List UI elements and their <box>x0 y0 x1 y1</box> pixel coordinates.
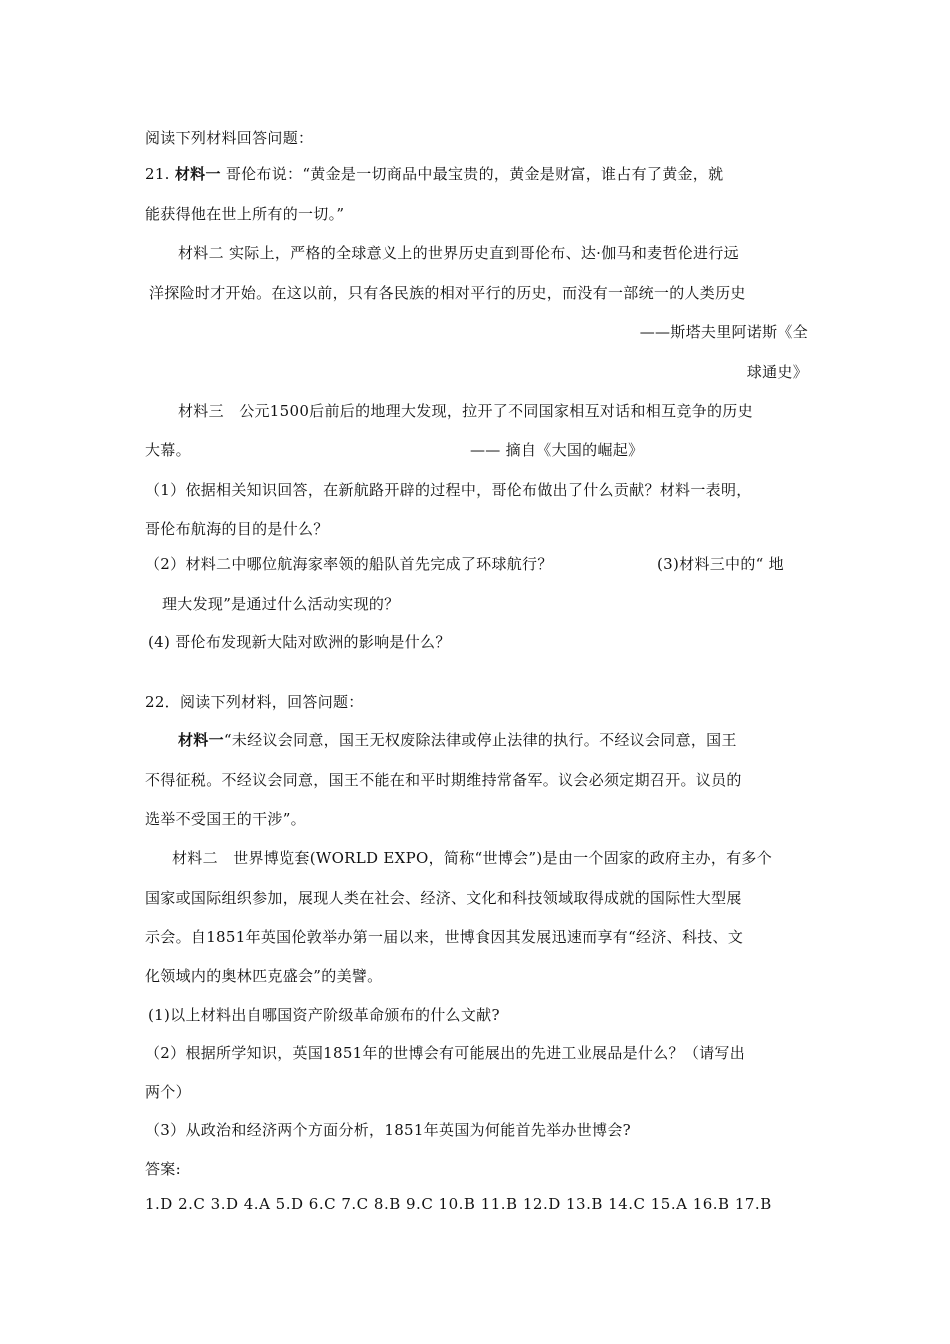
q22-material-2-line-3: 示会。自1851年英国伦敦举办第一届以来，世博食因其发展迅速而享有“经济、科技、文 <box>145 928 744 946</box>
q21-material-1-label: 材料一 <box>174 165 221 183</box>
answers-list: 1.D 2.C 3.D 4.A 5.D 6.C 7.C 8.B 9.C 10.B 11.B 12.D 13.B 14.C 15.A 16.B 17.B <box>145 1195 772 1213</box>
q21-question-1-line-1: （1）依据相关知识回答，在新航路开辟的过程中，哥伦布做出了什么贡献？材料一表明， <box>145 481 752 499</box>
q22-material-2-line-4: 化领域内的奥林匹克盛会”的美譬。 <box>145 967 383 985</box>
q21-material-3-line-1: 材料三 公元1500后前后的地理大发现，拉开了不同国家相互对话和相互竞争的历史 <box>178 402 753 420</box>
q21-material-1-line-2: 能获得他在世上所有的一切。” <box>145 205 345 223</box>
q22-material-1-line-2: 不得征税。不经议会同意，国王不能在和平时期维持常备军。议会必须定期召开。议员的 <box>145 771 742 789</box>
q21-question-1-line-2: 哥伦布航海的目的是什么？ <box>145 520 329 538</box>
answers-label: 答案: <box>145 1160 181 1178</box>
q21-material-2-source-1: ——斯塔夫里阿诺斯《全 <box>639 323 808 341</box>
q22-question-1: (1)以上材料出自哪国资产阶级革命颁布的什么文献? <box>148 1006 500 1024</box>
q21-question-4: (4) 哥伦布发现新大陆对欧洲的影响是什么？ <box>148 633 451 651</box>
q21-material-3-line-2: 大幕。 <box>145 441 191 459</box>
q22-question-2-line-2: 两个） <box>145 1083 191 1101</box>
q21-material-1-text: 哥伦布说：“黄金是一切商品中最宝贵的，黄金是财富，谁占有了黄金，就 <box>225 165 724 183</box>
q22-heading: 22．阅读下列材料，回答问题： <box>145 693 364 711</box>
q21-question-3-line-1: (3)材料三中的“ 地 <box>657 555 784 573</box>
intro-text: 阅读下列材料回答问题： <box>145 129 314 147</box>
q22-material-1-line-3: 选举不受国王的干涉”。 <box>145 810 306 828</box>
q22-material-2-line-2: 国家或国际组织参加，展现人类在社会、经济、文化和科技领域取得成就的国际性大型展 <box>145 889 742 907</box>
q21-question-2: （2）材料二中哪位航海家率领的船队首先完成了环球航行？ <box>145 555 553 573</box>
q21-number: 21. <box>145 165 170 183</box>
q21-question-3-line-2: 理大发现”是通过什么活动实现的？ <box>162 595 400 613</box>
q21-material-2-line-1: 材料二 实际上，严格的全球意义上的世界历史直到哥伦布、达·伽马和麦哲伦进行远 <box>178 244 739 262</box>
q22-question-2-line-1: （2）根据所学知识，英国1851年的世博会有可能展出的先进工业展品是什么？（请写出 <box>145 1044 746 1062</box>
q22-material-1-text: “未经议会同意，国王无权废除法律或停止法律的执行。不经议会同意，国王 <box>223 731 737 749</box>
q22-question-3: （3）从政治和经济两个方面分析，1851年英国为何能首先举办世博会? <box>145 1121 631 1139</box>
q21-material-2-line-2: 洋探险时才开始。在这以前，只有各民族的相对平行的历史，而没有一部统一的人类历史 <box>149 284 746 302</box>
q21-material-1-line-1 <box>145 164 723 184</box>
q22-material-1-line-1 <box>178 730 737 750</box>
q22-material-1-label: 材料一 <box>178 731 224 749</box>
q21-material-3-source: —— 摘自《大国的崛起》 <box>470 441 644 459</box>
q21-material-2-source-2: 球通史》 <box>746 363 808 381</box>
q22-material-2-line-1: 材料二 世界博览套(WORLD EXPO，简称“世博会”)是由一个固家的政府主办，有多个 <box>172 849 773 867</box>
